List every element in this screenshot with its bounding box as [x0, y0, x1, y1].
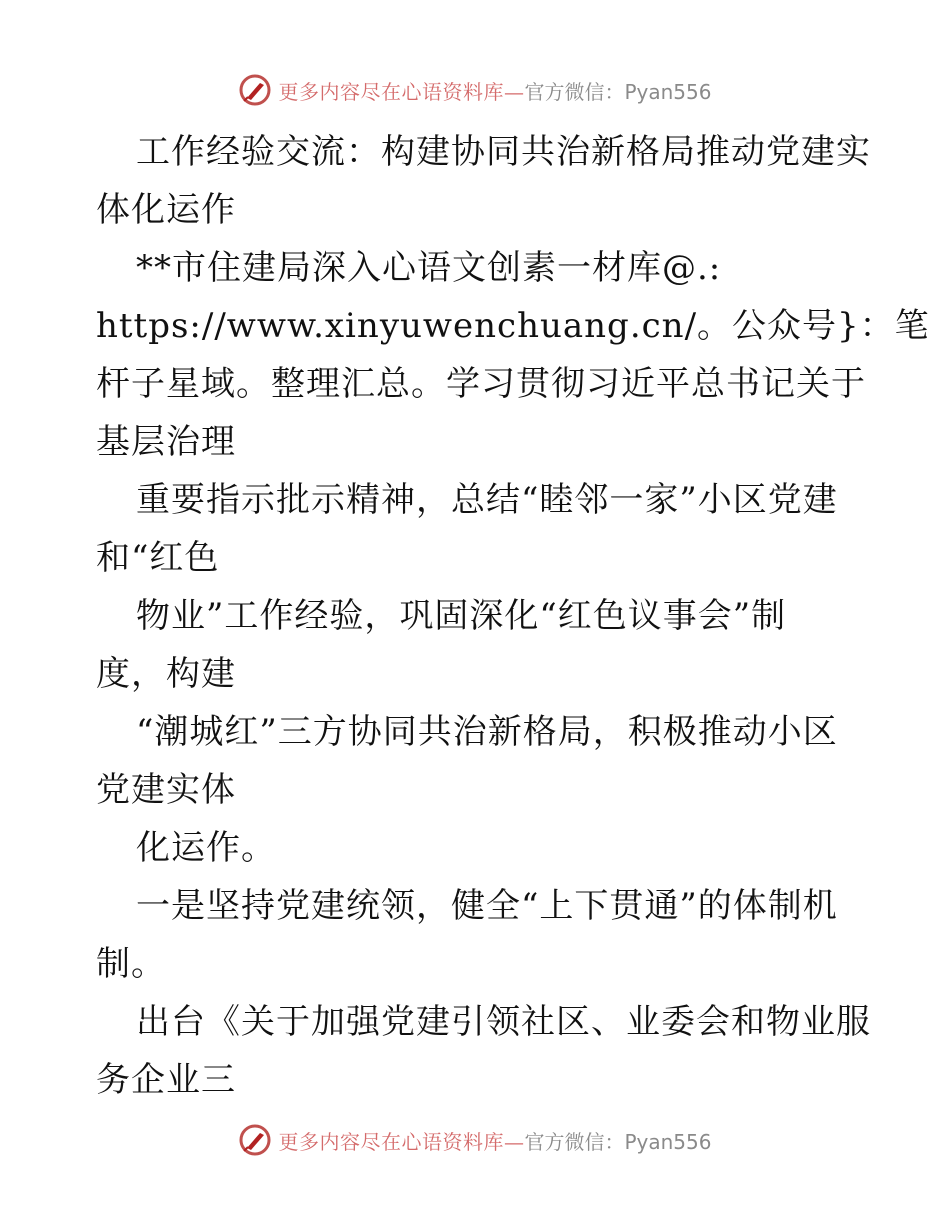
quill-logo-icon — [238, 1123, 272, 1157]
text-line: 党建实体 — [96, 770, 236, 810]
text-line: 制。 — [96, 944, 166, 984]
text-line: 工作经验交流：构建协同共治新格局推动党建实 — [136, 132, 871, 172]
text-line: 和“红色 — [96, 538, 220, 578]
text-line: 务企业三 — [96, 1060, 236, 1100]
text-line: 一是坚持党建统领，健全“上下贯通”的体制机 — [136, 886, 838, 926]
text-line: 体化运作 — [96, 190, 236, 230]
text-line: 杆子星域。整理汇总。学习贯彻习近平总书记关于 — [96, 364, 866, 404]
text-line: 重要指示批示精神，总结“睦邻一家”小区党建 — [136, 480, 838, 520]
banner-main-text: 更多内容尽在心语资料库— — [278, 1129, 525, 1154]
banner-main-text: 更多内容尽在心语资料库— — [278, 79, 525, 104]
header-watermark-banner — [0, 70, 950, 110]
text-line: 度，构建 — [96, 654, 236, 694]
banner-wechat-text: 官方微信：Pyan556 — [524, 1129, 712, 1154]
text-line: 化运作。 — [136, 828, 276, 868]
text-line: 出台《关于加强党建引领社区、业委会和物业服 — [136, 1002, 871, 1042]
text-line: **市住建局深入心语文创素一材库@.: — [136, 248, 722, 288]
footer-watermark-banner — [0, 1120, 950, 1160]
document-body — [96, 123, 930, 1109]
text-line: https://www.xinyuwenchuang.cn/。公众号}：笔 — [96, 306, 930, 346]
text-line: “潮城红”三方协同共治新格局，积极推动小区 — [136, 712, 838, 752]
quill-logo-icon — [238, 73, 272, 107]
text-line: 基层治理 — [96, 422, 236, 462]
text-line: 物业”工作经验，巩固深化“红色议事会”制 — [136, 596, 787, 636]
banner-wechat-text: 官方微信：Pyan556 — [524, 79, 712, 104]
